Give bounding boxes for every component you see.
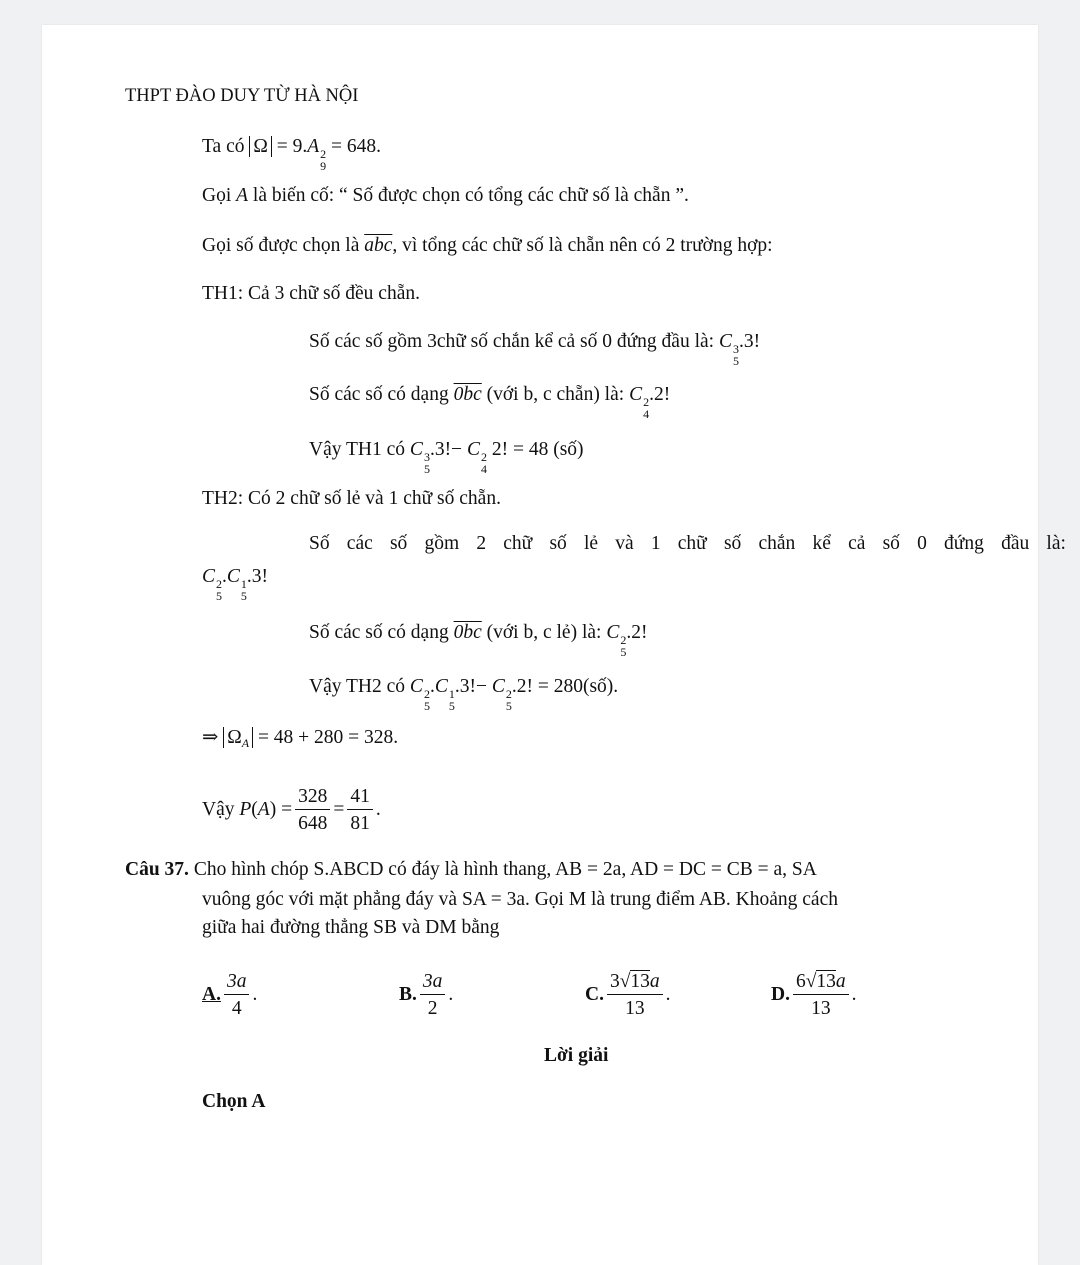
option-b[interactable]: B. $\frac{3a}{2}$ . [399, 970, 454, 1019]
school-header: THPT ĐÀO DUY TỪ HÀ NỘI [125, 86, 359, 106]
case2-line1-expr: C 2 5 .C 1 5 .3! [202, 566, 269, 603]
case2-line1: Số các số gồm 2 chữ số lẻ và 1 chữ số chắn kể cả số 0 đứng đầu là: [309, 533, 1066, 554]
fraction-1: $\frac{328}{648}$ [295, 787, 330, 834]
omega-line: Ta có Ω = 9.A 2 9 = 648. [202, 136, 382, 173]
probability-line: Vậy P ( A ) = $\frac{328}{648}$ = $\frac{41}{81}$ . [202, 785, 381, 834]
event-definition: Gọi A là biến cố: “ Số được chọn có tổng các chữ số là chẵn ”. [202, 185, 689, 206]
question-line1: Câu 37. Cho hình chóp S.ABCD có đáy là hình thang, AB = 2a, AD = DC = CB = a, SA [125, 859, 817, 880]
number-form-line: Gọi số được chọn là $\overline{abc}$, vì tổng các chữ số là chẵn nên có 2 trường hợp: [202, 235, 773, 256]
option-d[interactable]: D. $\frac{6√13a}{13}$ . [771, 970, 857, 1019]
solution-heading: Lời giải [544, 1045, 609, 1066]
case2-line3: Vậy TH2 có C 2 5 .C 1 5 .3!− C 2 5 .2! = 280(số). [309, 676, 619, 713]
case2-title: TH2: Có 2 chữ số lẻ và 1 chữ số chẵn. [202, 488, 501, 509]
case1-line2: Số các số có dạng 0bc (với b, c chẵn) là: C 2 4 .2! [309, 384, 671, 421]
case2-line2: Số các số có dạng 0bc (với b, c lẻ) là: C 2 5 .2! [309, 622, 648, 659]
fraction-2: $\frac{41}{81}$ [347, 787, 373, 834]
option-c[interactable]: C. $\frac{3√13a}{13}$ . [585, 970, 671, 1019]
option-a[interactable]: A. $\frac{3a}{4}$ . [202, 970, 258, 1019]
document-page [42, 25, 1066, 1265]
question-line2: vuông góc với mặt phẳng đáy và SA = 3a. Gọi M là trung điểm AB. Khoảng cách [202, 889, 838, 910]
case1-line3: Vậy TH1 có C 3 5 .3!− C 2 4 2! = 48 (số) [309, 439, 584, 476]
answer-choice: Chọn A [202, 1091, 266, 1112]
case1-line1: Số các số gồm 3chữ số chắn kể cả số 0 đứng đầu là: C 3 5 .3! [309, 331, 761, 368]
question-line3: giữa hai đường thẳng SB và DM bằng [202, 917, 500, 938]
total-line: ⇒ $\Omega_A = 48 + 280 = 328$. [202, 727, 399, 750]
question-label: Câu 37. [125, 859, 189, 880]
case1-title: TH1: Cả 3 chữ số đều chẵn. [202, 283, 420, 304]
